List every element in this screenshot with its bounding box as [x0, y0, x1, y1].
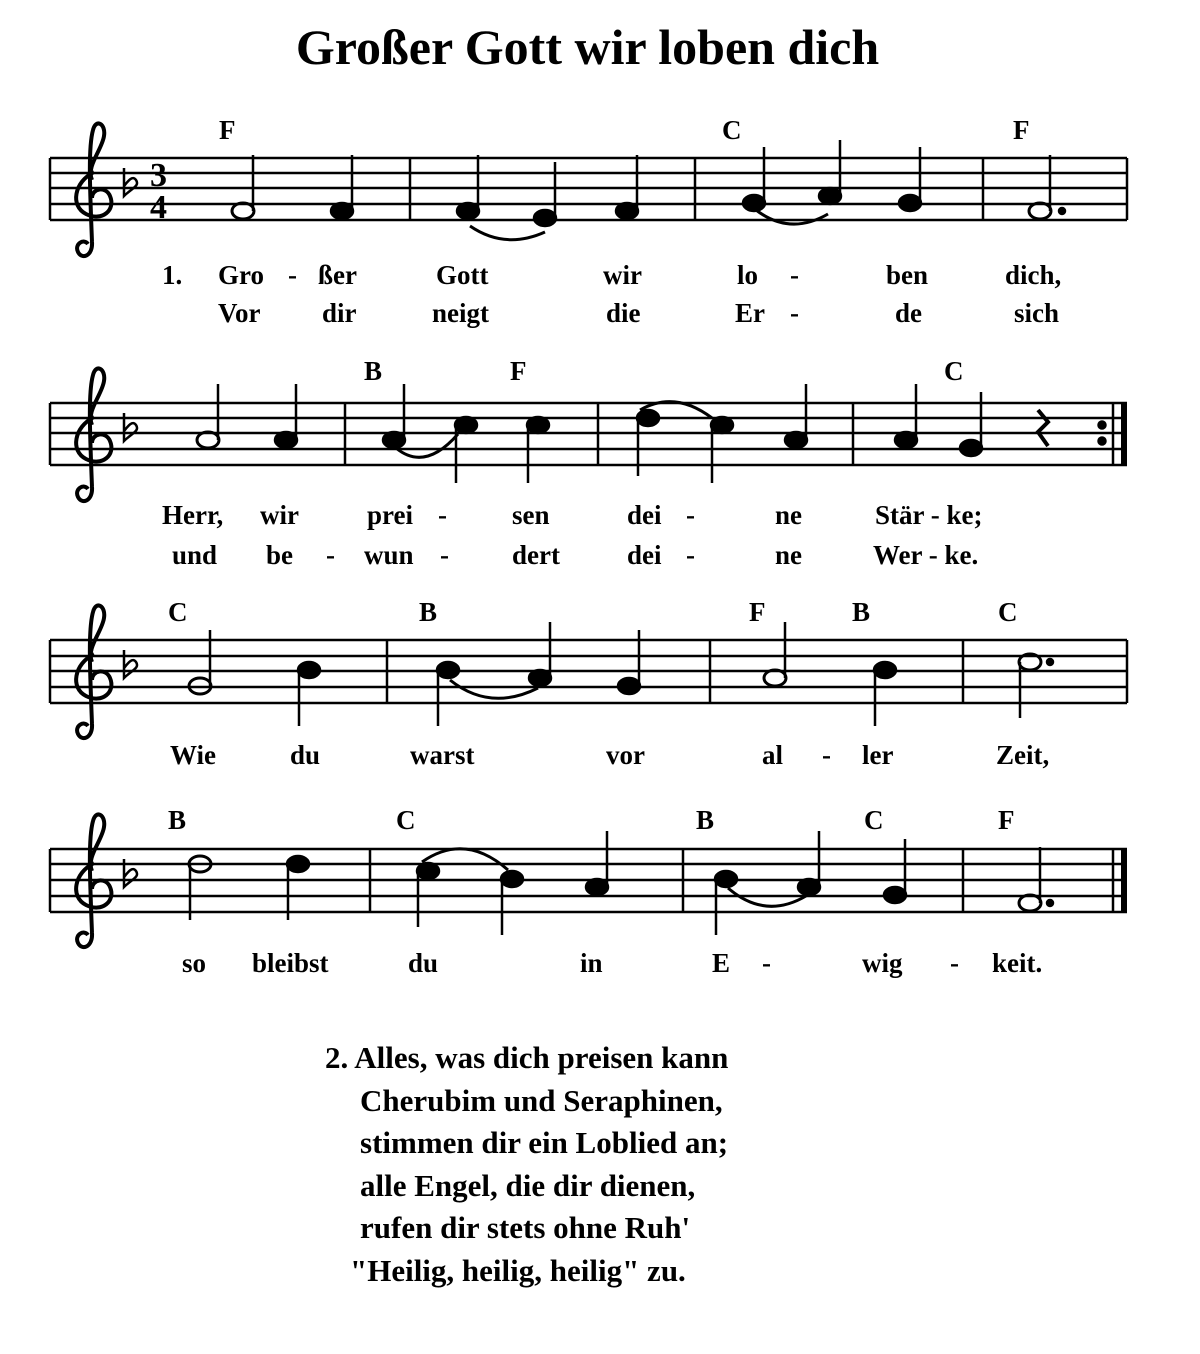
lyric-syllable: dert: [512, 540, 560, 570]
lyric-syllable: wun: [364, 540, 414, 570]
lyric-syllable: dir: [322, 298, 357, 328]
lyric-syllable: dei: [627, 500, 662, 530]
lyric-syllable: Stär - ke;: [875, 500, 983, 530]
chord: C: [998, 597, 1018, 627]
chord: B: [419, 597, 438, 627]
lyric-syllable: al: [762, 740, 784, 770]
lyric-hyphen: -: [686, 540, 695, 570]
lyric-syllable: Herr,: [162, 500, 224, 530]
lyric-syllable: neigt: [432, 298, 489, 328]
lyric-hyphen: -: [326, 540, 335, 570]
chord: C: [396, 805, 416, 835]
lyric-hyphen: -: [790, 260, 799, 290]
lyric-syllable: E: [712, 948, 731, 978]
lyric-syllable: die: [606, 298, 641, 328]
lyric-hyphen: -: [790, 298, 799, 328]
verse-2-line: Cherubim und Seraphinen,: [360, 1082, 723, 1118]
verse-2-line: "Heilig, heilig, heilig" zu.: [350, 1252, 686, 1288]
time-signature-top: 3: [150, 157, 167, 194]
chord: C: [168, 597, 188, 627]
lyric-syllable: ler: [862, 740, 894, 770]
lyric-syllable: keit.: [992, 948, 1043, 978]
lyric-syllable: lo: [737, 260, 759, 290]
song-title: Großer Gott wir loben dich: [295, 19, 880, 75]
lyric-syllable: prei: [367, 500, 413, 530]
treble-clef-icon: [76, 123, 111, 256]
verse-2: [325, 1037, 728, 1292]
lyric-syllable: in: [580, 948, 603, 978]
lyric-syllable: dei: [627, 540, 662, 570]
chord: C: [722, 115, 742, 145]
chord: F: [510, 356, 527, 386]
chord: B: [364, 356, 383, 386]
lyric-syllable: Wie: [170, 740, 216, 770]
lyric-hyphen: -: [686, 500, 695, 530]
chord: F: [1013, 115, 1030, 145]
lyric-syllable: ben: [886, 260, 929, 290]
lyric-syllable: und: [172, 540, 218, 570]
lyric-syllable: bleibst: [252, 948, 329, 978]
chord: B: [852, 597, 871, 627]
lyric-syllable: sich: [1014, 298, 1060, 328]
verse-2-line: rufen dir stets ohne Ruh': [360, 1210, 691, 1245]
lyric-syllable: Wer - ke.: [873, 540, 979, 570]
lyric-hyphen: -: [822, 740, 831, 770]
chord: B: [696, 805, 715, 835]
time-signature-bottom: 4: [150, 189, 167, 226]
chord: F: [749, 597, 766, 627]
lyric-syllable: du: [290, 740, 321, 770]
chord: F: [998, 805, 1015, 835]
lyric-syllable: sen: [512, 500, 550, 530]
lyric-syllable: wir: [260, 500, 299, 530]
lyric-syllable: Zeit,: [996, 740, 1050, 770]
lyric-hyphen: -: [438, 500, 447, 530]
lyric-hyphen: -: [762, 948, 771, 978]
chord: C: [864, 805, 884, 835]
lyric-syllable: Gro: [218, 260, 264, 290]
lyric-hyphen: -: [950, 948, 959, 978]
lyric-syllable: de: [895, 298, 922, 328]
lyric-syllable: ne: [775, 540, 802, 570]
lyric-syllable: so: [182, 948, 207, 978]
staff-system-2: [50, 368, 1127, 501]
verse-number: 1.: [162, 260, 183, 290]
verse-2-line: stimmen dir ein Loblied an;: [360, 1125, 729, 1160]
lyric-syllable: Gott: [436, 260, 489, 290]
lyric-syllable: Vor: [218, 298, 261, 328]
chord: C: [944, 356, 964, 386]
treble-clef-icon: [76, 368, 111, 501]
flat-icon: [124, 650, 137, 678]
verse-2-line: 2. Alles, was dich preisen kann: [325, 1040, 729, 1075]
staff-system-4: [50, 814, 1127, 947]
lyric-syllable: dich,: [1005, 260, 1062, 290]
verse-2-line: alle Engel, die dir dienen,: [360, 1167, 696, 1203]
lyric-syllable: wir: [603, 260, 642, 290]
chord: F: [219, 115, 236, 145]
lyric-hyphen: -: [440, 540, 449, 570]
lyric-syllable: warst: [410, 740, 475, 770]
lyric-syllable: ßer: [318, 260, 357, 290]
lyric-syllable: du: [408, 948, 439, 978]
lyric-syllable: be: [266, 540, 293, 570]
lyric-syllable: ne: [775, 500, 802, 530]
staff-system-1: [50, 123, 1127, 256]
lyric-syllable: wig: [862, 948, 903, 978]
lyric-hyphen: -: [288, 260, 297, 290]
lyric-syllable: vor: [606, 740, 645, 770]
lyric-syllable: Er: [735, 298, 765, 328]
staff-system-3: [50, 605, 1127, 738]
chord: B: [168, 805, 187, 835]
